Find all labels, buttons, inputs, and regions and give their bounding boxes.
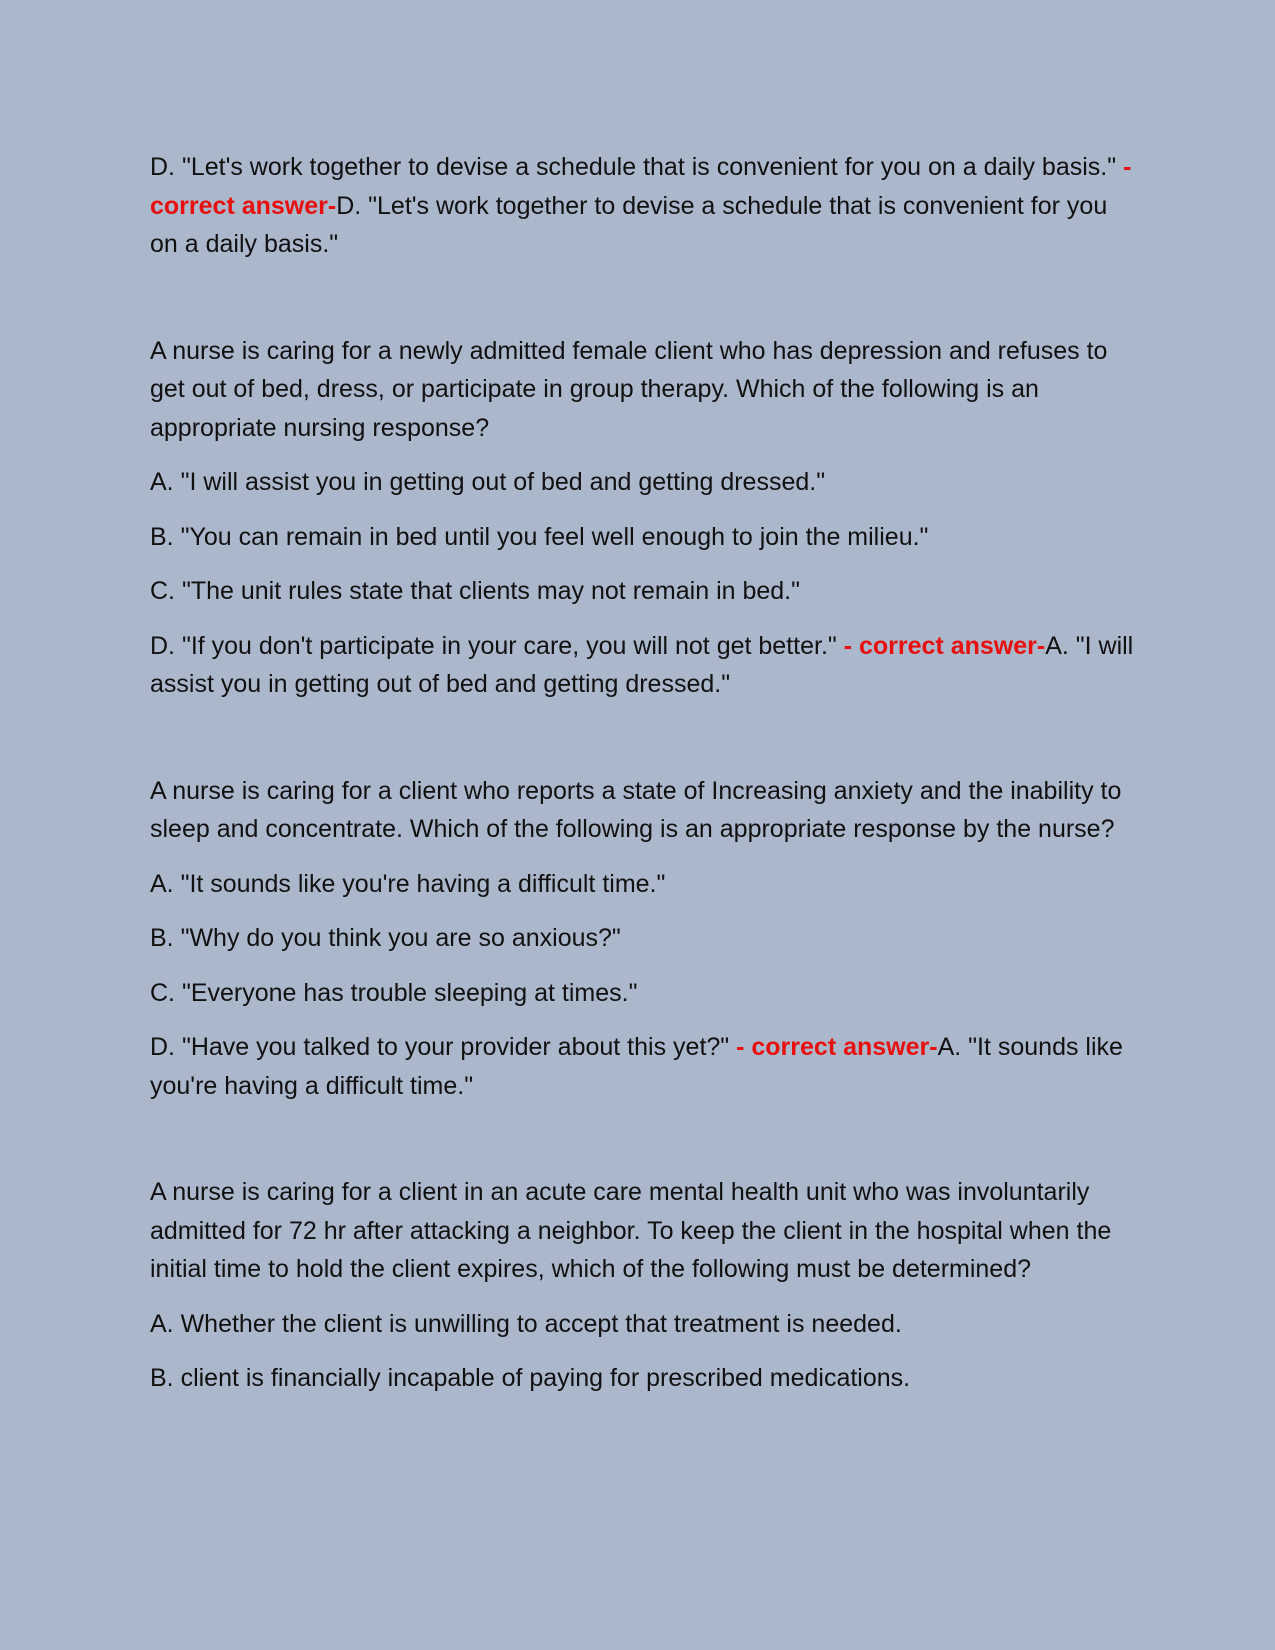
correct-answer-text: A. "It sounds like you're having a difficult time." <box>150 1033 1123 1100</box>
option-d: D. "If you don't participate in your care, you will not get better." <box>150 631 844 660</box>
answer-line-q2 <box>150 1028 1140 1105</box>
question-q2: A nurse is caring for a client who reports a state of Increasing anxiety and the inability to sleep and concentrate. Which of the following is an appropriate response by the nurse? <box>150 776 1122 843</box>
option-c: C. "The unit rules state that clients may not remain in bed." <box>150 577 800 605</box>
correct-answer-text: A. "I will assist you in getting out of bed and getting dressed." <box>150 631 1134 698</box>
option-c: C. "Everyone has trouble sleeping at times." <box>150 978 638 1007</box>
option-d: D. "Let's work together to devise a schedule that is convenient for you on a daily basis." <box>150 153 1124 181</box>
answer-line-q0 <box>150 148 1140 264</box>
option-d: D. "Have you talked to your provider about this yet?" <box>150 1033 737 1061</box>
option-b: B. "You can remain in bed until you feel well enough to join the milieu." <box>150 522 929 551</box>
option-a: A. Whether the client is unwilling to accept that treatment is needed. <box>150 1309 902 1338</box>
option-b: B. client is financially incapable of paying for prescribed medications. <box>150 1364 911 1392</box>
option-a: A. "It sounds like you're having a difficult time." <box>150 869 666 898</box>
question-q1: A nurse is caring for a newly admitted female client who has depression and refuses to get out of bed, dress, or participate in group therapy. Which of the following is an appropriate nursing response? <box>150 336 1108 442</box>
option-a: A. "I will assist you in getting out of bed and getting dressed." <box>150 468 826 496</box>
correct-answer-text: D. "Let's work together to devise a schedule that is convenient for you on a daily basis." <box>150 191 1108 258</box>
correct-answer-label: - correct answer- <box>150 153 1132 220</box>
document-page <box>150 148 1140 1414</box>
answer-line-q1 <box>150 627 1140 704</box>
correct-answer-label: - correct answer- <box>843 631 1046 660</box>
question-q3: A nurse is caring for a client in an acute care mental health unit who was involuntarily admitted for 72 hr after attacking a neighbor. To keep the client in the hospital when the initial time to hold the client expires, which of the following must be determined? <box>150 1178 1112 1283</box>
option-b: B. "Why do you think you are so anxious?" <box>150 924 621 952</box>
correct-answer-label: - correct answer- <box>736 1033 938 1061</box>
